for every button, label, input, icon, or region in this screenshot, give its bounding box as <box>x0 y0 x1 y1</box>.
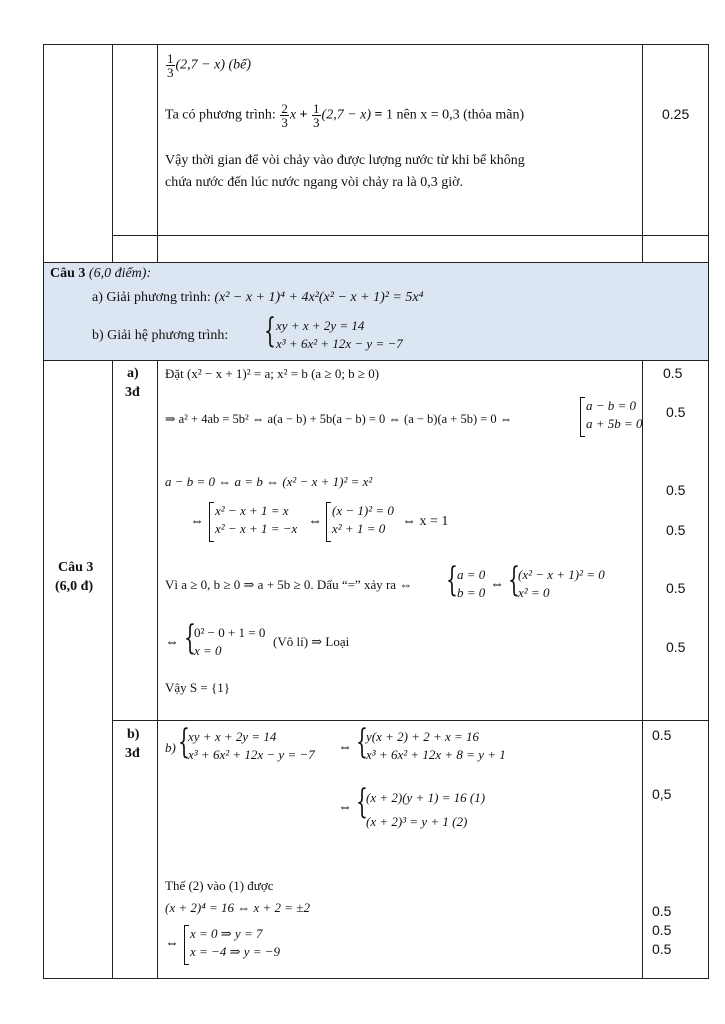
row-line <box>43 360 709 361</box>
part-a-conclusion: Vậy S = {1} <box>165 680 230 695</box>
part-a-step5-brace1: { <box>446 560 458 600</box>
part-a-step5-cases1: a = 0 b = 0 <box>457 567 486 600</box>
table-border-right <box>708 44 709 979</box>
part-b-cases: x = 0 ⇒ y = 7 x = −4 ⇒ y = −9 <box>190 926 281 959</box>
question-title: Câu 3 (6,0 điểm): <box>50 266 152 281</box>
part-a-step3: a − b = 0 ⇔ a = b ⇔ (x² − x + 1)² = x² <box>165 474 373 489</box>
col-line <box>157 44 158 262</box>
part-a-score-6: 0.5 <box>666 639 686 655</box>
table-border-top <box>43 44 709 45</box>
part-b-score-5: 0.5 <box>652 941 672 957</box>
part-a-step4-arrow2: ⇔ <box>308 514 322 529</box>
part-a-step4-cases2: (x − 1)² = 0 x² + 1 = 0 <box>332 503 394 536</box>
part-a-step6-arrow: ⇔ <box>165 635 179 650</box>
part-a-step4-arrow: ⇔ <box>190 514 204 529</box>
table-border-left <box>43 44 44 979</box>
part-a-step2: ⇒ a² + 4ab = 5b² ⇔ a(a − b) + 5b(a − b) = 0 ⇔ (a − b)(a + 5b) = 0 ⇔ <box>165 412 513 426</box>
part-b-brace3: { <box>356 782 368 822</box>
part-b-brace2: { <box>356 722 368 762</box>
part-b-arrow3: ⇔ <box>165 936 179 951</box>
top-line1: $\frac{1}{3}$ (2,7 − x) (bể) <box>167 51 252 80</box>
top-equation: Ta có phương trình: $\frac{2}{3}$ x + $\frac{1}{3}$ (2,7 − x) = 1 nên x = 0,3 (thỏa mãn) <box>165 101 525 130</box>
row-line <box>112 720 709 721</box>
col-line <box>157 360 158 978</box>
part-b-score-4: 0.5 <box>652 922 672 938</box>
part-b-score-1: 0.5 <box>652 727 672 743</box>
top-conclusion-2: chứa nước đến lúc nước ngang vòi chảy ra là 0,3 giờ. <box>165 175 464 190</box>
part-b-system3: (x + 2)(y + 1) = 16 (1) (x + 2)³ = y + 1 (2) <box>366 790 486 829</box>
part-a-step4-bracket1 <box>209 502 214 542</box>
part-a-score-3: 0.5 <box>666 482 686 498</box>
col-line <box>112 360 113 978</box>
row-line <box>43 262 709 263</box>
row-label-2: (6,0 đ) <box>55 579 94 594</box>
part-a-step4-cases1: x² − x + 1 = x x² − x + 1 = −x <box>215 503 298 536</box>
part-b-arrow1: ⇔ <box>338 740 352 755</box>
part-b-label: b) <box>127 727 140 742</box>
row-line <box>112 235 709 236</box>
part-a-points: 3đ <box>125 385 140 400</box>
question-a: a) Giải phương trình: (x² − x + 1)⁴ + 4x²(x² − x + 1)² = 5x⁴ <box>92 290 424 305</box>
part-b-step4: (x + 2)⁴ = 16 ⇔ x + 2 = ±2 <box>165 900 310 915</box>
part-a-step2-bracket <box>580 397 585 437</box>
question-b-label: b) Giải hệ phương trình: <box>92 328 229 343</box>
row-label-1: Câu 3 <box>58 560 94 575</box>
part-a-step5-arrow: ⇔ <box>490 577 504 592</box>
part-a-score-4: 0.5 <box>666 522 686 538</box>
part-a-score-1: 0.5 <box>663 365 683 381</box>
top-conclusion-1: Vậy thời gian để vòi chảy vào được lượng nước từ khi bể không <box>165 153 525 168</box>
part-b-prefix: b) <box>165 740 176 755</box>
part-a-step6-brace: { <box>184 618 196 658</box>
part-b-substitute: Thế (2) vào (1) được <box>165 878 274 893</box>
part-a-step2-cases: a − b = 0 a + 5b = 0 <box>586 398 643 431</box>
part-a-score-5: 0.5 <box>666 580 686 596</box>
part-a-label: a) <box>127 366 139 381</box>
table-border-bottom <box>43 978 709 979</box>
part-b-score-2: 0,5 <box>652 786 672 802</box>
top-score: 0.25 <box>662 106 690 122</box>
part-b-points: 3đ <box>125 746 140 761</box>
part-a-step6-cases: 0² − 0 + 1 = 0 x = 0 <box>194 625 266 658</box>
question-b-brace: { <box>264 311 276 351</box>
part-a-step1: Đặt (x² − x + 1)² = a; x² = b (a ≥ 0; b ≥ 0) <box>165 366 380 381</box>
part-a-step5-brace2: { <box>508 560 520 600</box>
part-b-score-3: 0.5 <box>652 903 672 919</box>
part-b-arrow2: ⇔ <box>338 800 352 815</box>
part-b-bracket <box>184 925 189 965</box>
col-line <box>112 44 113 262</box>
part-b-brace1: { <box>178 722 190 762</box>
part-b-system2: y(x + 2) + 2 + x = 16 x³ + 6x² + 12x + 8 = y + 1 <box>366 729 506 762</box>
part-a-step4-result: ⇔ x = 1 <box>402 514 449 529</box>
part-a-score-2: 0.5 <box>666 404 686 420</box>
col-line <box>642 44 643 262</box>
part-a-step4-bracket2 <box>326 502 331 542</box>
col-line <box>642 360 643 978</box>
part-b-system1: xy + x + 2y = 14 x³ + 6x² + 12x − y = −7 <box>188 729 315 762</box>
question-b-system: xy + x + 2y = 14 x³ + 6x² + 12x − y = −7 <box>276 318 403 351</box>
part-a-step5-cases2: (x² − x + 1)² = 0 x² = 0 <box>518 567 605 600</box>
part-a-step6-result: (Vô lí) ⇒ Loại <box>273 634 350 649</box>
part-a-step5: Vì a ≥ 0, b ≥ 0 ⇒ a + 5b ≥ 0. Dấu “=” xảy ra ⇔ <box>165 577 413 592</box>
